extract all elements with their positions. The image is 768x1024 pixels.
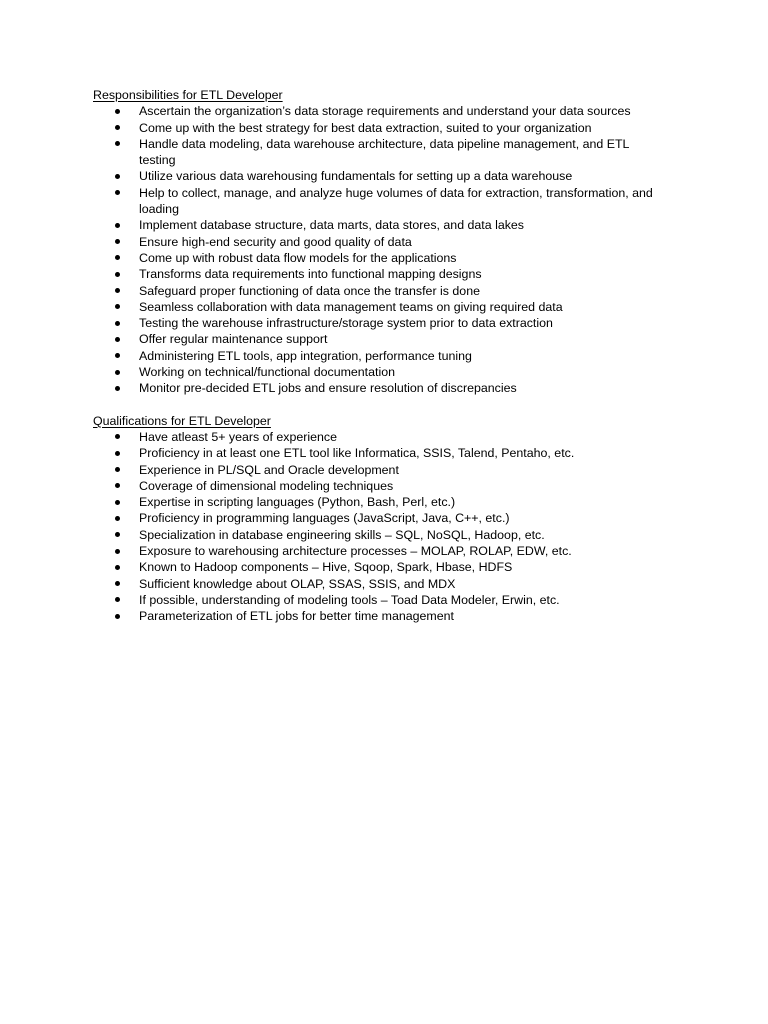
list-item — [93, 429, 659, 445]
list-item — [93, 478, 659, 494]
responsibilities-heading: Responsibilities for ETL Developer — [93, 88, 283, 102]
list-item-text: Administering ETL tools, app integration, performance tuning — [139, 348, 472, 363]
bullet-icon — [115, 451, 120, 456]
list-item — [93, 185, 659, 218]
bullet-icon — [115, 190, 120, 195]
list-item-text: Handle data modeling, data warehouse architecture, data pipeline management, and ETL testing — [139, 136, 629, 168]
list-item-text: Exposure to warehousing architecture processes – MOLAP, ROLAP, EDW, etc. — [139, 544, 572, 559]
list-item-text: Working on technical/functional documentation — [139, 365, 395, 380]
qualifications-section — [93, 413, 693, 625]
bullet-icon — [115, 614, 120, 619]
list-item — [93, 364, 659, 380]
list-item — [93, 103, 659, 119]
bullet-icon — [115, 353, 120, 358]
list-item — [93, 576, 659, 592]
document-page — [93, 87, 693, 625]
bullet-icon — [115, 370, 120, 375]
list-item-text: Proficiency in at least one ETL tool like Informatica, SSIS, Talend, Pentaho, etc. — [139, 446, 575, 461]
bullet-icon — [115, 386, 120, 391]
list-item — [93, 234, 659, 250]
bullet-icon — [115, 255, 120, 260]
list-item-text: Ensure high-end security and good quality of data — [139, 234, 412, 249]
list-item-text: Sufficient knowledge about OLAP, SSAS, SSIS, and MDX — [139, 576, 456, 591]
list-item — [93, 559, 659, 575]
list-item-text: Coverage of dimensional modeling techniques — [139, 478, 394, 493]
list-item-text: Utilize various data warehousing fundamentals for setting up a data warehouse — [139, 169, 573, 184]
list-item — [93, 543, 659, 559]
list-item — [93, 266, 659, 282]
bullet-icon — [115, 109, 120, 114]
bullet-icon — [115, 434, 120, 439]
bullet-icon — [115, 272, 120, 277]
list-item — [93, 348, 659, 364]
list-item — [93, 527, 659, 543]
list-item — [93, 445, 659, 461]
list-item-text: Have atleast 5+ years of experience — [139, 429, 338, 444]
list-item-text: Offer regular maintenance support — [139, 332, 328, 347]
list-item — [93, 592, 659, 608]
responsibilities-section — [93, 87, 693, 397]
list-item-text: Safeguard proper functioning of data once the transfer is done — [139, 283, 480, 298]
bullet-icon — [115, 337, 120, 342]
bullet-icon — [115, 549, 120, 554]
bullet-icon — [115, 467, 120, 472]
bullet-icon — [115, 141, 120, 146]
list-item — [93, 331, 659, 347]
bullet-icon — [115, 597, 120, 602]
list-item — [93, 250, 659, 266]
bullet-icon — [115, 321, 120, 326]
list-item — [93, 168, 659, 184]
list-item — [93, 217, 659, 233]
bullet-icon — [115, 174, 120, 179]
bullet-icon — [115, 483, 120, 488]
list-item-text: Testing the warehouse infrastructure/storage system prior to data extraction — [139, 316, 553, 331]
bullet-icon — [115, 223, 120, 228]
bullet-icon — [115, 500, 120, 505]
list-item — [93, 608, 659, 624]
bullet-icon — [115, 565, 120, 570]
list-item-text: Expertise in scripting languages (Python, Bash, Perl, etc.) — [139, 495, 456, 510]
list-item — [93, 299, 659, 315]
list-item-text: Parameterization of ETL jobs for better time management — [139, 609, 454, 624]
list-item-text: If possible, understanding of modeling tools – Toad Data Modeler, Erwin, etc. — [139, 592, 560, 607]
list-item-text: Come up with robust data flow models for the applications — [139, 250, 457, 265]
list-item-text: Specialization in database engineering skills – SQL, NoSQL, Hadoop, etc. — [139, 527, 545, 542]
list-item — [93, 510, 659, 526]
list-item-text: Implement database structure, data marts, data stores, and data lakes — [139, 218, 525, 233]
list-item — [93, 283, 659, 299]
list-item — [93, 380, 659, 396]
bullet-icon — [115, 304, 120, 309]
list-item — [93, 462, 659, 478]
list-item-text: Help to collect, manage, and analyze huge volumes of data for extraction, transformation, and loading — [139, 185, 653, 217]
list-item — [93, 136, 659, 169]
bullet-icon — [115, 288, 120, 293]
bullet-icon — [115, 516, 120, 521]
list-item — [93, 494, 659, 510]
responsibilities-list — [93, 103, 693, 396]
bullet-icon — [115, 581, 120, 586]
list-item-text: Monitor pre-decided ETL jobs and ensure resolution of discrepancies — [139, 381, 517, 396]
bullet-icon — [115, 532, 120, 537]
list-item-text: Known to Hadoop components – Hive, Sqoop, Spark, Hbase, HDFS — [139, 560, 513, 575]
list-item-text: Proficiency in programming languages (JavaScript, Java, C++, etc.) — [139, 511, 510, 526]
bullet-icon — [115, 125, 120, 130]
list-item-text: Come up with the best strategy for best data extraction, suited to your organization — [139, 120, 592, 135]
bullet-icon — [115, 239, 120, 244]
qualifications-list — [93, 429, 693, 625]
list-item — [93, 120, 659, 136]
list-item-text: Transforms data requirements into functional mapping designs — [139, 267, 482, 282]
qualifications-heading: Qualifications for ETL Developer — [93, 413, 271, 428]
list-item — [93, 315, 659, 331]
list-item-text: Experience in PL/SQL and Oracle development — [139, 462, 399, 477]
list-item-text: Ascertain the organization’s data storage requirements and understand your data sources — [139, 104, 631, 119]
list-item-text: Seamless collaboration with data management teams on giving required data — [139, 299, 563, 314]
